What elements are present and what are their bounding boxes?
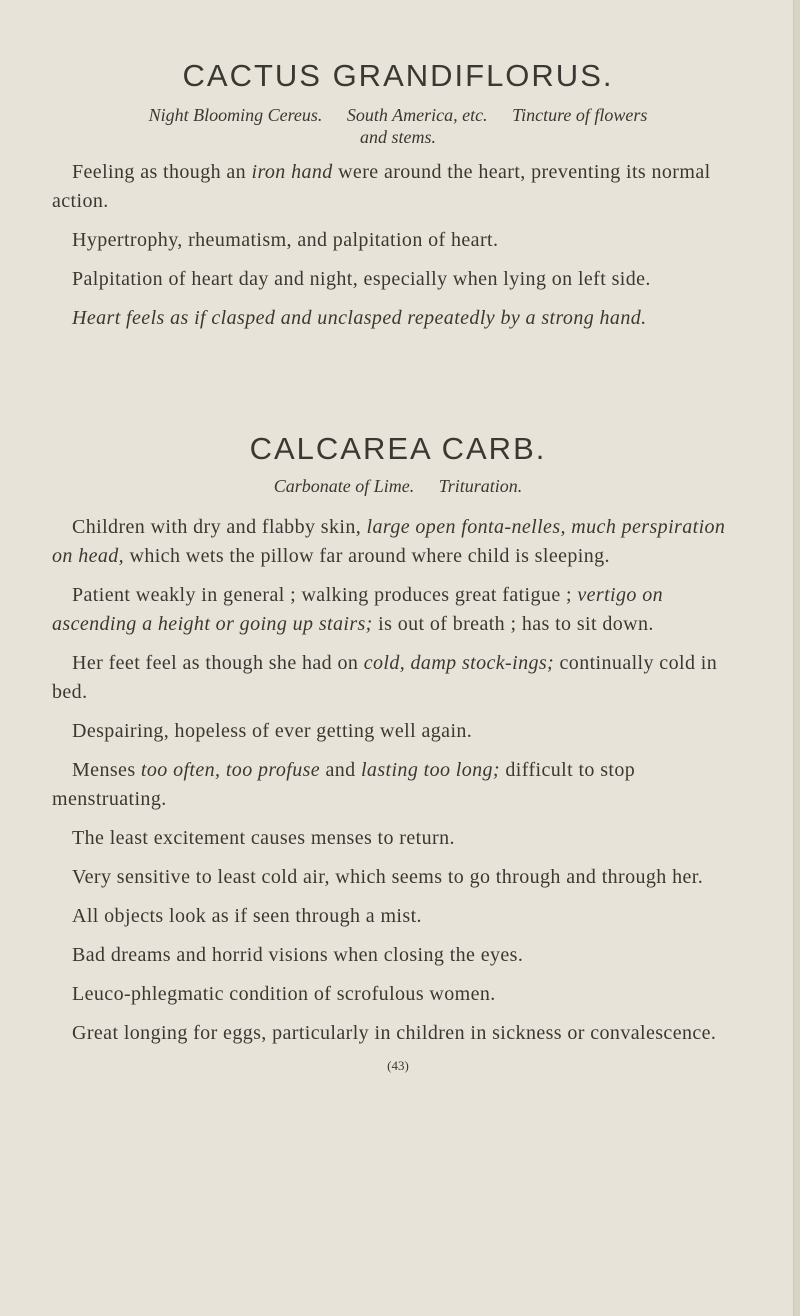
- symptom-entry: Feeling as though an iron hand were around the heart, preventing its normal action.: [52, 161, 711, 212]
- text-column: [52, 58, 744, 1074]
- symptom-entry: All objects look as if seen through a mist.: [72, 905, 422, 927]
- symptom-entry: The least excitement causes menses to return.: [72, 827, 455, 849]
- remedy-subtitle-cactus: [52, 104, 744, 148]
- preparation: Tincture of flowers: [512, 105, 648, 125]
- preparation: Trituration.: [438, 476, 523, 496]
- common-name: Night Blooming Cereus.: [148, 105, 323, 125]
- remedy-subtitle-calcarea: [52, 475, 744, 497]
- preparation-cont: and stems.: [360, 127, 436, 147]
- remedy-title-calcarea: CALCAREA CARB.: [249, 431, 547, 466]
- page-edge: [793, 0, 800, 1316]
- symptom-entry: Bad dreams and horrid visions when closing the eyes.: [72, 944, 524, 966]
- symptom-entry: Her feet feel as though she had on cold, damp stock-ings; continually cold in bed.: [52, 652, 718, 703]
- remedy-title-cactus: CACTUS GRANDIFLORUS.: [182, 58, 614, 93]
- page-number: (43): [387, 1058, 409, 1073]
- symptom-entry: Children with dry and flabby skin, large open fonta-nelles, much perspiration on head, which wets the pillow far around where child is sleeping.: [52, 516, 726, 567]
- origin: South America, etc.: [346, 105, 488, 125]
- symptom-entry: Leuco-phlegmatic condition of scrofulous women.: [72, 983, 496, 1005]
- symptom-entry: Menses too often, too profuse and lasting too long; difficult to stop menstruating.: [52, 759, 636, 810]
- symptom-entry: Patient weakly in general ; walking produces great fatigue ; vertigo on ascending a height or going up stairs; is out of breath ; has to sit down.: [52, 584, 664, 635]
- symptom-entry: Despairing, hopeless of ever getting well again.: [72, 720, 473, 742]
- common-name: Carbonate of Lime.: [273, 476, 415, 496]
- symptom-entry: Very sensitive to least cold air, which seems to go through and through her.: [72, 866, 704, 888]
- symptom-entry: Hypertrophy, rheumatism, and palpitation of heart.: [72, 229, 499, 251]
- symptom-entry: Great longing for eggs, particularly in children in sickness or convalescence.: [72, 1022, 717, 1044]
- symptom-entry: Palpitation of heart day and night, especially when lying on left side.: [72, 268, 651, 290]
- symptom-entry: Heart feels as if clasped and unclasped repeatedly by a strong hand.: [72, 307, 647, 329]
